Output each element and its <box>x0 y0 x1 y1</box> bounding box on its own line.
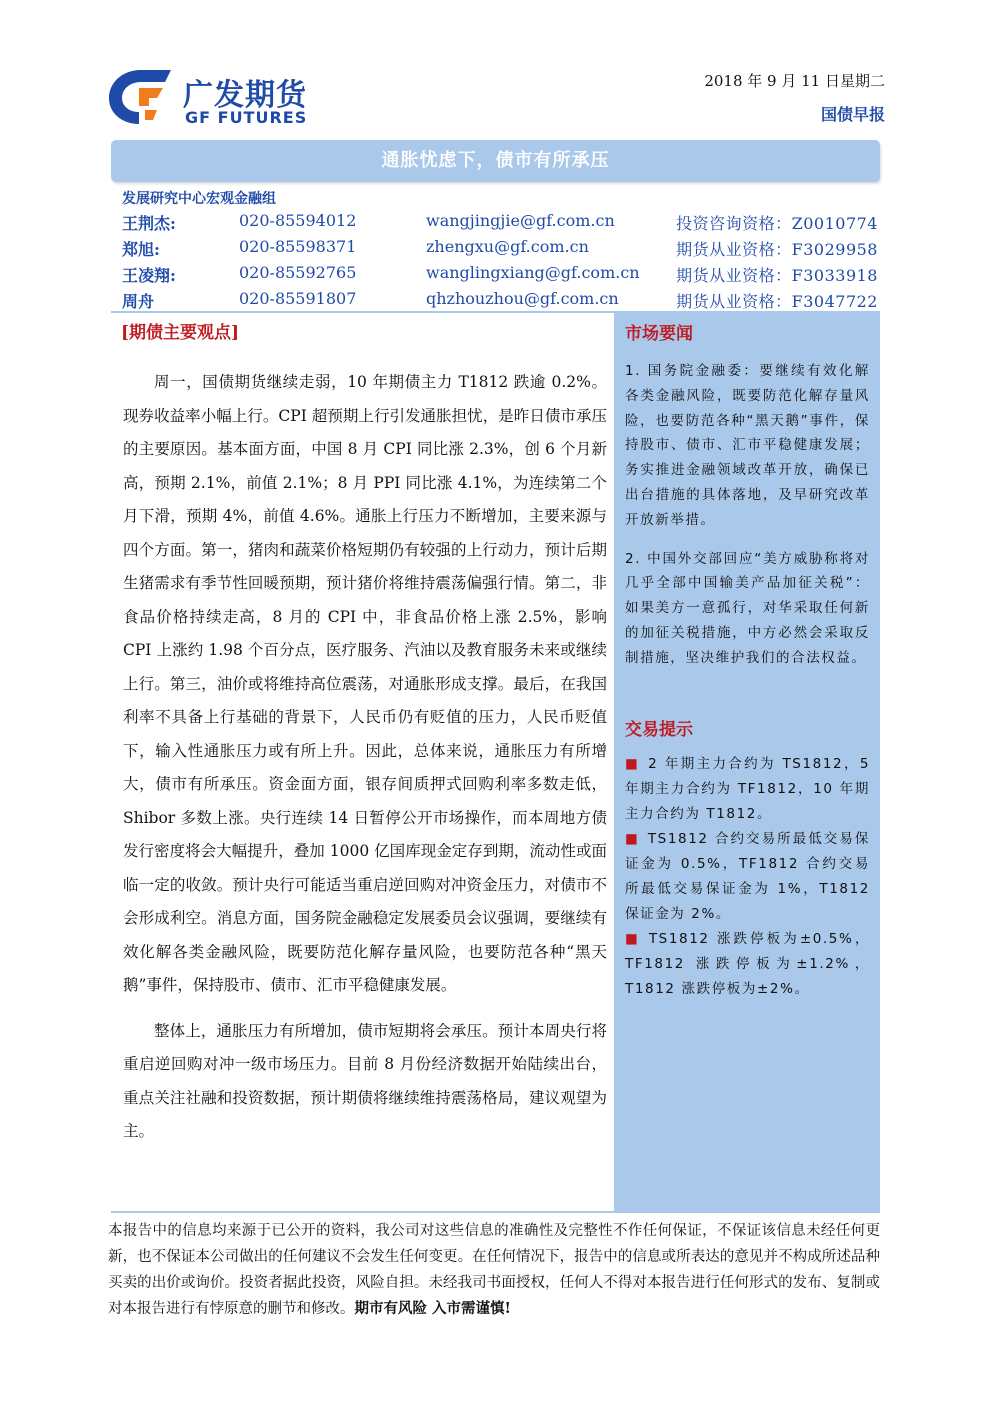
contact-certification: 期货从业资格：F3029958 <box>676 240 878 259</box>
contact-email[interactable]: qhzhouzhou@gf.com.cn <box>426 289 619 308</box>
bullet-square-icon: ■ <box>625 930 641 947</box>
contact-phone: 020-85598371 <box>239 237 357 256</box>
main-analysis <box>111 318 607 1149</box>
sidebar-content <box>625 313 870 1002</box>
news-title: 市场要闻 <box>625 324 693 344</box>
contact-certification: 期货从业资格：F3047722 <box>676 292 878 311</box>
logo-text-chinese: 广发期货 <box>183 78 307 113</box>
disclaimer <box>108 1218 880 1322</box>
analysis-paragraph: 周一，国债期货继续走弱，10 年期债主力 T1812 跌逾 0.2%。现券收益率小幅上行。CPI 超预期上行引发通胀担忧，是昨日债市承压的主要原因。基本面方面，中国 8 月 CPI 同比涨 2.3%，创 6 个月新高，预期 2.1%，前值 2.1%；8 月 PPI 同比涨 4.1%，为连续第二个月下滑，预期 4%，前值 4.6%。通胀上行压力不断增加，主要来源与四个方面。第一，猪肉和蔬菜价格短期仍有较强的上行动力，预计后期生猪需求有季节性回暖预期，预计猪价将维持震荡偏强行情。第二，非食品价格持续走高，8 月的 CPI 中，非食品价格上涨 2.5%，影响 CPI 上涨约 1.98 个百分点，医疗服务、汽油以及教育服务未来或继续上行。第三，油价或将维持高位震荡，对通胀形成支撑。最后，在我国利率不具备上行基础的背景下，人民币仍有贬值的压力，人民币贬值下，输入性通胀压力或有所上升。因此，总体来说，通胀压力有所增大，债市有所承压。资金面方面，银存间质押式回购利率多数走低，Shibor 多数上涨。央行连续 14 日暂停公开市场操作，而本周地方债发行密度将会大幅提升，叠加 1000 亿国库现金定存到期，流动性或面临一定的收敛。预计央行可能适当重启逆回购对冲资金压力，对债市不会形成利空。消息方面，国务院金融稳定发展委员会议强调，要继续有效化解各类金融风险，既要防范化解存量风险，也要防范各种“黑天鹅”事件，保持股市、债市、汇市平稳健康发展。 <box>123 373 607 994</box>
disclaimer-text: 本报告中的信息均来源于已公开的资料，我公司对这些信息的准确性及完整性不作任何保证，不保证该信息未经任何更新，也不保证本公司做出的任何建议不会发生任何变更。在任何情况下，报告中的信息或所表达的意见并不构成所述品种买卖的出价或询价。投资者据此投资，风险自担。未经我司书面授权，任何人不得对本报告进行任何形式的发布、复制或对本报告进行有悖原意的删节和修改。 <box>108 1223 880 1317</box>
tip-item <box>625 752 870 827</box>
sidebar-panel <box>614 313 880 1212</box>
tips-title: 交易提示 <box>625 719 693 740</box>
news-item: 2. 中国外交部回应“美方威胁称将对几乎全部中国输美产品加征关税”：如果美方一意孤行，对华采取任何新的加征关税措施，中方必然会采取反制措施，坚决维护我们的合法权益。 <box>625 550 870 666</box>
contact-row <box>122 208 882 234</box>
tip-text: TS1812 涨跌停板为±0.5%，TF1812 涨跌停板为±1.2%，T1812 涨跌停板为±2%。 <box>625 930 870 997</box>
contact-phone: 020-85591807 <box>239 289 357 308</box>
department: 发展研究中心宏观金融组 <box>122 191 276 207</box>
analysis-paragraph: 整体上，通胀压力有所增加，债市短期将会承压。预计本周央行将重启逆回购对冲一级市场压力。目前 8 月份经济数据开始陆续出台，重点关注社融和投资数据，预计期债将继续维持震荡格局，建议观望为主。 <box>123 1021 607 1140</box>
tip-item <box>625 927 870 1002</box>
contact-name: 王荆杰: <box>122 214 176 233</box>
tip-text: 2 年期主力合约为 TS1812，5 年期主力合约为 TF1812，10 年期主力合约为 T1812。 <box>625 755 871 822</box>
contact-row <box>122 260 882 286</box>
news-item: 1. 国务院金融委：要继续有效化解各类金融风险，既要防范化解存量风险，也要防范各种“黑天鹅”事件，保持股市、债市、汇市平稳健康发展；务实推进金融领域改革开放，确保已出台措施的具体落地，及早研究改革开放新举措。 <box>625 363 870 528</box>
contact-certification: 投资咨询资格：Z0010774 <box>676 214 878 233</box>
bullet-square-icon: ■ <box>625 830 640 847</box>
logo-text-english: GF FUTURES <box>185 108 308 127</box>
contact-phone: 020-85594012 <box>239 211 357 230</box>
contact-row <box>122 286 882 312</box>
bullet-square-icon: ■ <box>625 755 641 772</box>
tip-text: TS1812 合约交易所最低交易保证金为 0.5%，TF1812 合约交易所最低交易保证金为 1%，T1812 保证金为 2%。 <box>625 830 870 922</box>
contact-list <box>122 208 882 312</box>
contact-email[interactable]: zhengxu@gf.com.cn <box>426 237 589 256</box>
contact-email[interactable]: wanglingxiang@gf.com.cn <box>426 263 640 282</box>
contact-certification: 期货从业资格：F3033918 <box>676 266 878 285</box>
contact-row <box>122 234 882 260</box>
gf-futures-logo-icon <box>105 66 177 128</box>
section-title: [期债主要观点] <box>121 323 240 343</box>
risk-warning: 期市有风险 入市需谨慎! <box>354 1300 511 1317</box>
contact-phone: 020-85592765 <box>239 263 357 282</box>
divider <box>111 1211 880 1213</box>
report-title: 通胀忧虑下，债市有所承压 <box>111 140 880 182</box>
company-logo <box>105 66 365 128</box>
contact-name: 周舟 <box>122 292 155 311</box>
tip-item <box>625 827 870 927</box>
contact-name: 郑旭: <box>122 240 160 259</box>
contact-name: 王凌翔: <box>122 266 176 285</box>
report-type: 国债早报 <box>820 105 885 124</box>
contact-email[interactable]: wangjingjie@gf.com.cn <box>426 211 615 230</box>
report-date: 2018 年 9 月 11 日星期二 <box>704 72 885 90</box>
